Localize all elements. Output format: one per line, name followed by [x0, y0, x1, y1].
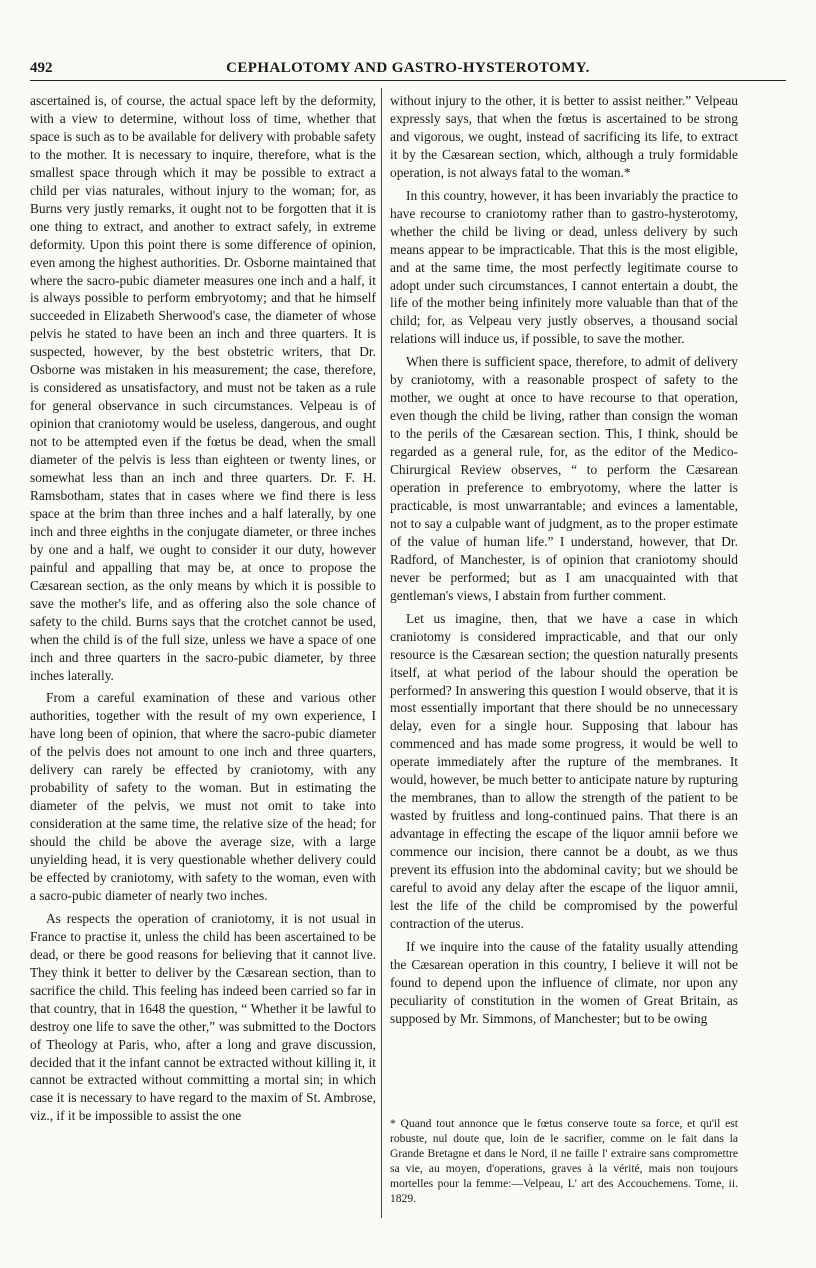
- footnote-text: * Quand tout annonce que le fœtus conserve toute sa force, et qu'il est robuste, nul doute que, loin de le sacrifier, comme on le fait dans la Grande Bretagne et dans le Nord, il ne faille l' extraire sans compromettre sa vie, au moyen, d'operations, graves à la vérité, mais non toujours mortelles pour la femme:—Velpeau, L' art des Accouchemens. Tome, ii. 1829.: [390, 1117, 738, 1205]
- footnote: [390, 1110, 738, 1206]
- footnote-rule: [390, 1110, 738, 1111]
- paragraph: In this country, however, it has been invariably the practice to have recourse to craniotomy rather than to gastro-hysterotomy, whether the child be living or dead, unless delivery by such means appear to be impracticable. That this is the most eligible, and at the same time, the most perfectly legitimate course to adopt under such circumstances, I cannot entertain a doubt, the life of the mother being infinitely more valuable than that of the child; for, as Velpeau very justly observes, a thousand social relations will induce us, if possible, to save the mother.: [390, 187, 738, 347]
- paragraph: If we inquire into the cause of the fatality usually attending the Cæsarean operation in this country, I believe it will not be found to depend upon the influence of climate, nor upon any peculiarity of constitution in the women of Great Britain, as supposed by Mr. Simmons, of Manchester; but to be owing: [390, 938, 738, 1026]
- paragraph: As respects the operation of craniotomy, it is not usual in France to practise it, unless the child has been ascertained to be dead, or there be good reasons for believing that it cannot live. They think it better to deliver by the Cæsarean section, than to sacrifice the child. This feeling has indeed been carried so far in that country, that in 1648 the question, “ Whether it be lawful to destroy one life to save the other,” was submitted to the Doctors of Theology at Paris, who, after a long and grave discussion, decided that it the infant cannot be extracted without killing it, it cannot be extracted without committing a mortal sin; in which case it is necessary to have regard to the maxim of St. Ambrose, viz., if it be impossible to assist the one: [30, 910, 376, 1124]
- paragraph: ascertained is, of course, the actual space left by the deformity, with a view to determine, without loss of time, whether that space is such as to be available for delivery with probable safety to the mother. It is necessary to inquire, therefore, what is the smallest space through which it may be possible to extract a child per vias naturales, without injury to the woman; for, as Burns very justly remarks, it ought not to be forgotten that it is one thing to extract, and another to extract safely, in extreme deformity. Upon this point there is some difference of opinion, even among the highest authorities. Dr. Osborne maintained that where the sacro-pubic diameter measures one inch and a half, it is always possible to perform embryotomy; and that he himself succeeded in Elizabeth Sherwood's case, the diameter of whose pelvis he stated to have been an inch and three quarters. It is suspected, however, by the best obstetric writers, that Dr. Osborne was mistaken in his measurement; the case, therefore, is considered as unsatisfactory, and must not be taken as a rule for general observance in such circumstances. Velpeau is of opinion that craniotomy would be useless, dangerous, and ought not to be attempted even if the fœtus be dead, when the small diameter of the pelvis is less than eighteen or twenty lines, or somewhat less than an inch and three quarters. Dr. F. H. Ramsbotham, states that in cases where we find there is less space at the brim than three inches and a half laterally, by one inch and three eighths in the conjugate diameter, or three inches by one and a half, we ought to consider it our duty, however painful and appalling that may be, at once to propose the Cæsarean section, as the only means by which it is possible to save the mother's life, and as offering also the sole chance of safety to the child. Burns says that the crotchet cannot be used, when the child is of the full size, unless we have a space of one inch and three quarters in the sacro-pubic diameter, by three inches laterally.: [30, 93, 376, 683]
- running-title: CEPHALOTOMY AND GASTRO-HYSTEROTOMY.: [226, 60, 590, 76]
- column-rule: [381, 88, 382, 1218]
- right-column: [390, 92, 738, 1033]
- left-column: [30, 92, 376, 1130]
- running-header: [30, 58, 786, 81]
- paragraph: From a careful examination of these and various other authorities, together with the result of my own experience, I have long been of opinion, that where the sacro-pubic diameter of the pelvis does not amount to one inch and three quarters, delivery can rarely be effected by craniotomy, with any probability of safety to the woman. But in estimating the diameter of the pelvis, we must not omit to take into consideration at the same time, the relative size of the head; for should the child be above the average size, with a large unyielding head, it is very questionable whether delivery could be effected by craniotomy, with safety to the woman, even with a sacro-pubic diameter of nearly two inches.: [30, 690, 376, 903]
- paragraph: When there is sufficient space, therefore, to admit of delivery by craniotomy, with a reasonable prospect of safety to the mother, we ought at once to have recourse to that operation, even though the child be living, rather than consign the woman to the perils of the Cæsarean section. This, I think, should be regarded as a general rule, for, as the editor of the Medico-Chirurgical Review observes, “ to perform the Cæsarean operation in preference to embryotomy, where the latter is practicable, is most unwarrantable; and evinces a lamentable, not to say a culpable want of judgment, as to the proper estimate of the value of human life.” I understand, however, that Dr. Radford, of Manchester, is of opinion that craniotomy should never be performed; but as I am unacquainted with that gentleman's views, I abstain from further comment.: [390, 354, 738, 603]
- paragraph: Let us imagine, then, that we have a case in which craniotomy is considered impracticable, and that our only resource is the Cæsarean section; the question naturally presents itself, at what period of the labour should the operation be performed? In answering this question I would observe, that it is most essentially important that there should be no unnecessary delay, even for a single hour. Supposing that labour has commenced and has made some progress, it would be well to operate immediately after the rupture of the membranes. It would, however, be much better to anticipate nature by rupturing the membranes, than to allow the strength of the patient to be wasted by fruitless and long-continued pains. That there is an advantage in effecting the escape of the liquor amnii before we commence our incision, there cannot be a doubt, as we thus prevent its effusion into the abdominal cavity; but we should be careful to avoid any delay after the escape of the liquor amnii, lest the life of the child be compromised by the powerful contraction of the uterus.: [390, 610, 738, 931]
- page-number: 492: [30, 60, 53, 76]
- paragraph: without injury to the other, it is better to assist neither.” Velpeau expressly says, that when the fœtus is ascertained to be strong and vigorous, we ought, instead of sacrificing its life, to extract it by the Cæsarean section, which, although a truly formidable operation, is not always fatal to the woman.*: [390, 93, 738, 180]
